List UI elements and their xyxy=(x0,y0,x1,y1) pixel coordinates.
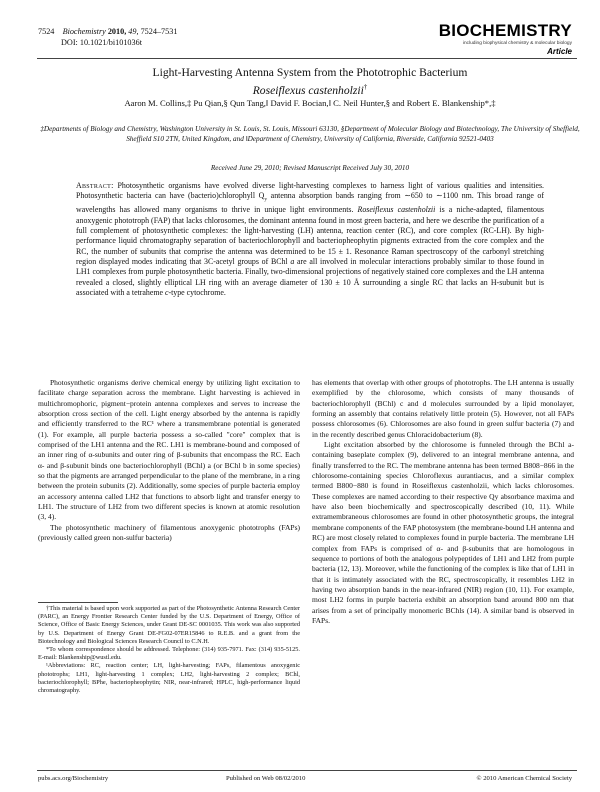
article-type: Article xyxy=(547,47,572,56)
article-title xyxy=(40,65,580,98)
journal-brand xyxy=(439,22,572,57)
abstract-text-3: is a niche-adapted, filamentous anoxygenic phototroph (FAP) that lacks chlorosomes, the dominant antenna found in most green bacteria, and here we describe the purification of a full complement of photosynthetic complexes: the light-harvesting (LH) antenna, reaction center (RC), and core complex (RC-LH). By high-performance liquid chromatography separation of bacteriochlorophyll and bacteriopheophytin pigments extracted from the core complex and the RC, the number of subunits that comprise the antenna was determined to be 15 ± 1. Resonance Raman spectroscopy of the carbonyl stretching region displayed modes indicating that 3C-acetyl groups of BChl xyxy=(76,205,544,266)
journal-logo-subtitle: including biophysical chemistry & molecular biology xyxy=(462,41,572,46)
intro-paragraph-2: The photosynthetic machinery of filamentous anoxygenic phototrophs (FAPs) (previously called green non-sulfur bacteria) xyxy=(38,522,300,543)
footnote-funding: †This material is based upon work supported as part of the Photosynthetic Antenna Research Center (PARC), an Energy Frontier Research Center funded by the U.S. Department of Energy, Office of Science, Office of Basic Energy Sciences, under Grant DE-SC 0001035. This work was also supported by U.S. Department of Energy Grant DE-FG02-07ER15846 to R.E.B. and a grant from the Biotechnology and Biological Sciences Research Council to C.N.H. xyxy=(38,605,300,645)
doi[interactable]: DOI: 10.1021/bi101036t xyxy=(61,38,142,47)
body-paragraph-2: Light excitation absorbed by the chlorosome is funneled through the BChl a-containing baseplate complex (9), delivered to an integral membrane antenna, and finally transferred to the RC. The membrane antenna has been termed B808−866 in the chlorosome-containing species Chloroflexus aurantiacus, and a similar complex termed B800−880 is found in Roseiflexus castenholzii, which lacks chlorosomes. These complexes are named according to their respective Qy absorbance maxima and have also been biochemically and spectroscopically described (10, 11). While extramembraneous chlorosomes are found in other photosynthetic groups, the integral membrane components of the FAP photosystem (the membrane-bound LH antenna and RC) are most closely related to complexes found in purple bacteria. The membrane LH complex from FAPs is comprised of α- and β-subunits that are homologous in sequence to portions of both the analogous polypeptides of LH1 and LH2 from purple bacteria (12, 13). Moreover, while the functioning of the complex is like that of LH1 in that it is intimately associated with the RC, spectroscopically, it resembles LH2 in having two absorption bands in the near-infrared (NIR) region (10, 11). For example, most LH2 forms in purple bacteria exhibit an absorption band around 800 nm that arises from a set of principally monomeric BChls (14). A similar band is observed in FAPs. xyxy=(312,440,574,625)
footnote-correspondence: *To whom correspondence should be addressed. Telephone: (314) 935-7971. Fax: (314) 935-5125. E-mail: Blankenship@wustl.edu. xyxy=(38,646,300,662)
journal-name: Biochemistry xyxy=(62,27,106,36)
header-divider xyxy=(37,58,577,59)
title-footnote-mark: † xyxy=(363,83,368,91)
body-column-right xyxy=(312,378,574,626)
abstract xyxy=(76,181,544,298)
citation-line xyxy=(38,26,368,37)
abstract-species: Roseiflexus castenholzii xyxy=(357,205,436,215)
abstract-label: Abstract: xyxy=(76,181,114,190)
footnote-divider xyxy=(38,602,118,603)
abstract-c-type: c xyxy=(164,288,169,298)
author-list: Aaron M. Collins,‡ Pu Qian,§ Qun Tang,‖ David F. Bocian,‖ C. Neil Hunter,§ and Robert E. Blankenship*,‡ xyxy=(124,98,496,108)
running-header xyxy=(38,26,368,48)
body-paragraph-1: has elements that overlap with other groups of phototrophs. The LH antenna is usually exemplified by the chlorosome, which consists of many thousands of bacteriochlorophyll (BChl) c and d molecules surrounded by a lipid monolayer, forming an assembly that contains relatively little protein (5). However, not all FAPs possess chlorosomes (6). Chlorosomes are also found in green sulfur bacteria (7) and in the recently described genus Chloracidobacterium (8). xyxy=(312,378,574,439)
page-number: 7524 xyxy=(38,27,55,36)
affiliations: ‡Departments of Biology and Chemistry, Washington University in St. Louis, St. Louis, Missouri 63130, §Department of Molecular Biology and Biotechnology, The University of Sheffield, Sheffield S10 2TN, United Kingdom, and ‖Department of Chemistry, University of California, Riverside, California 92521-0403 xyxy=(40,125,580,143)
abstract-text-5: -type cytochrome. xyxy=(168,288,226,298)
received-dates: Received June 29, 2010; Revised Manuscript Received July 30, 2010 xyxy=(210,164,410,172)
abstract-text-4: are all involved in molecular interactions probably similar to those found in LH1 complexes from purple photosynthetic bacteria. Finally, two-dimensional projections of negatively stained core complexes and the LH antenna revealed a closed, slightly elliptical LH ring with an average diameter of 130 ± 10 Å surrounding a single RC that lacks an H-subunit but is associated with a tetraheme xyxy=(76,256,545,298)
journal-volume: 49, xyxy=(128,27,139,36)
abstract-text-1: Photosynthetic organisms have evolved diverse light-harvesting complexes to harness light of various qualities and intensities. Photosynthetic bacteria can have (bacterio)chlorophyll Q xyxy=(76,181,544,201)
journal-year: 2010, xyxy=(107,27,127,36)
body-column-left xyxy=(38,378,300,544)
title-species: Roseiflexus castenholzii xyxy=(252,83,364,97)
footnote-abbreviations: ¹Abbreviations: RC, reaction center; LH, light-harvesting; FAPs, filamentous anoxygenic phototrophs; LH1, light-harvesting 1 complex; LH2, light-harvesting 2 complex; BChl, bacteriochlorophyll; BPhe, bacteriopheophytin; NIR, near-infrared; HPLC, high-performance liquid chromatography. xyxy=(38,662,300,695)
title-line-2 xyxy=(40,80,580,98)
abstract-subscript: y xyxy=(264,196,268,203)
abstract-text-2: antenna absorption bands ranging from ∼650 to ∼1100 nm. This broad range of wavelengths has allowed many organisms to thrive in unique light environments. xyxy=(76,191,545,215)
journal-logo: BIOCHEMISTRY xyxy=(438,21,572,40)
footer-divider xyxy=(37,770,577,771)
page-range: 7524–7531 xyxy=(140,27,178,36)
title-line-1: Light-Harvesting Antenna System from the Phototrophic Bacterium xyxy=(152,66,468,79)
abstract-bchl-a: a xyxy=(290,256,295,266)
intro-paragraph-1: Photosynthetic organisms derive chemical energy by utilizing light excitation to facilitate charge separation across the membrane. Light harvesting is achieved in multichromophoric, pigment−protein antenna complexes and serves to increase the absorption cross section of the cell. Light energy absorbed by the antenna is rapidly and efficiently transferred to the RC¹ where a transmembrane potential is generated (1). For example, all purple bacteria possess a so-called "core" complex that is comprised of the LH1 antenna and the RC. LH1 is membrane-bound and composed of an inner ring of α-subunits and outer ring of β-subunits that encompass the RC. Each α- and β-subunit binds one bacteriochlorophyll (BChl) a (or BChl b in some species) so that the pigments are arranged perpendicular to the plane of the membrane, in a ring between the protein subunits (2). Additionally, some species of purple bacteria employ an accessory antenna called LH2 that functions to absorb light and transfer energy to LH1. The structure of LH2 from two different species is known at atomic resolution (3, 4). xyxy=(38,378,300,522)
published-date: Published on Web 08/02/2010 xyxy=(226,775,306,782)
journal-url[interactable]: pubs.acs.org/Biochemistry xyxy=(38,775,109,782)
footnotes xyxy=(38,605,300,695)
copyright: © 2010 American Chemical Society xyxy=(476,775,572,782)
